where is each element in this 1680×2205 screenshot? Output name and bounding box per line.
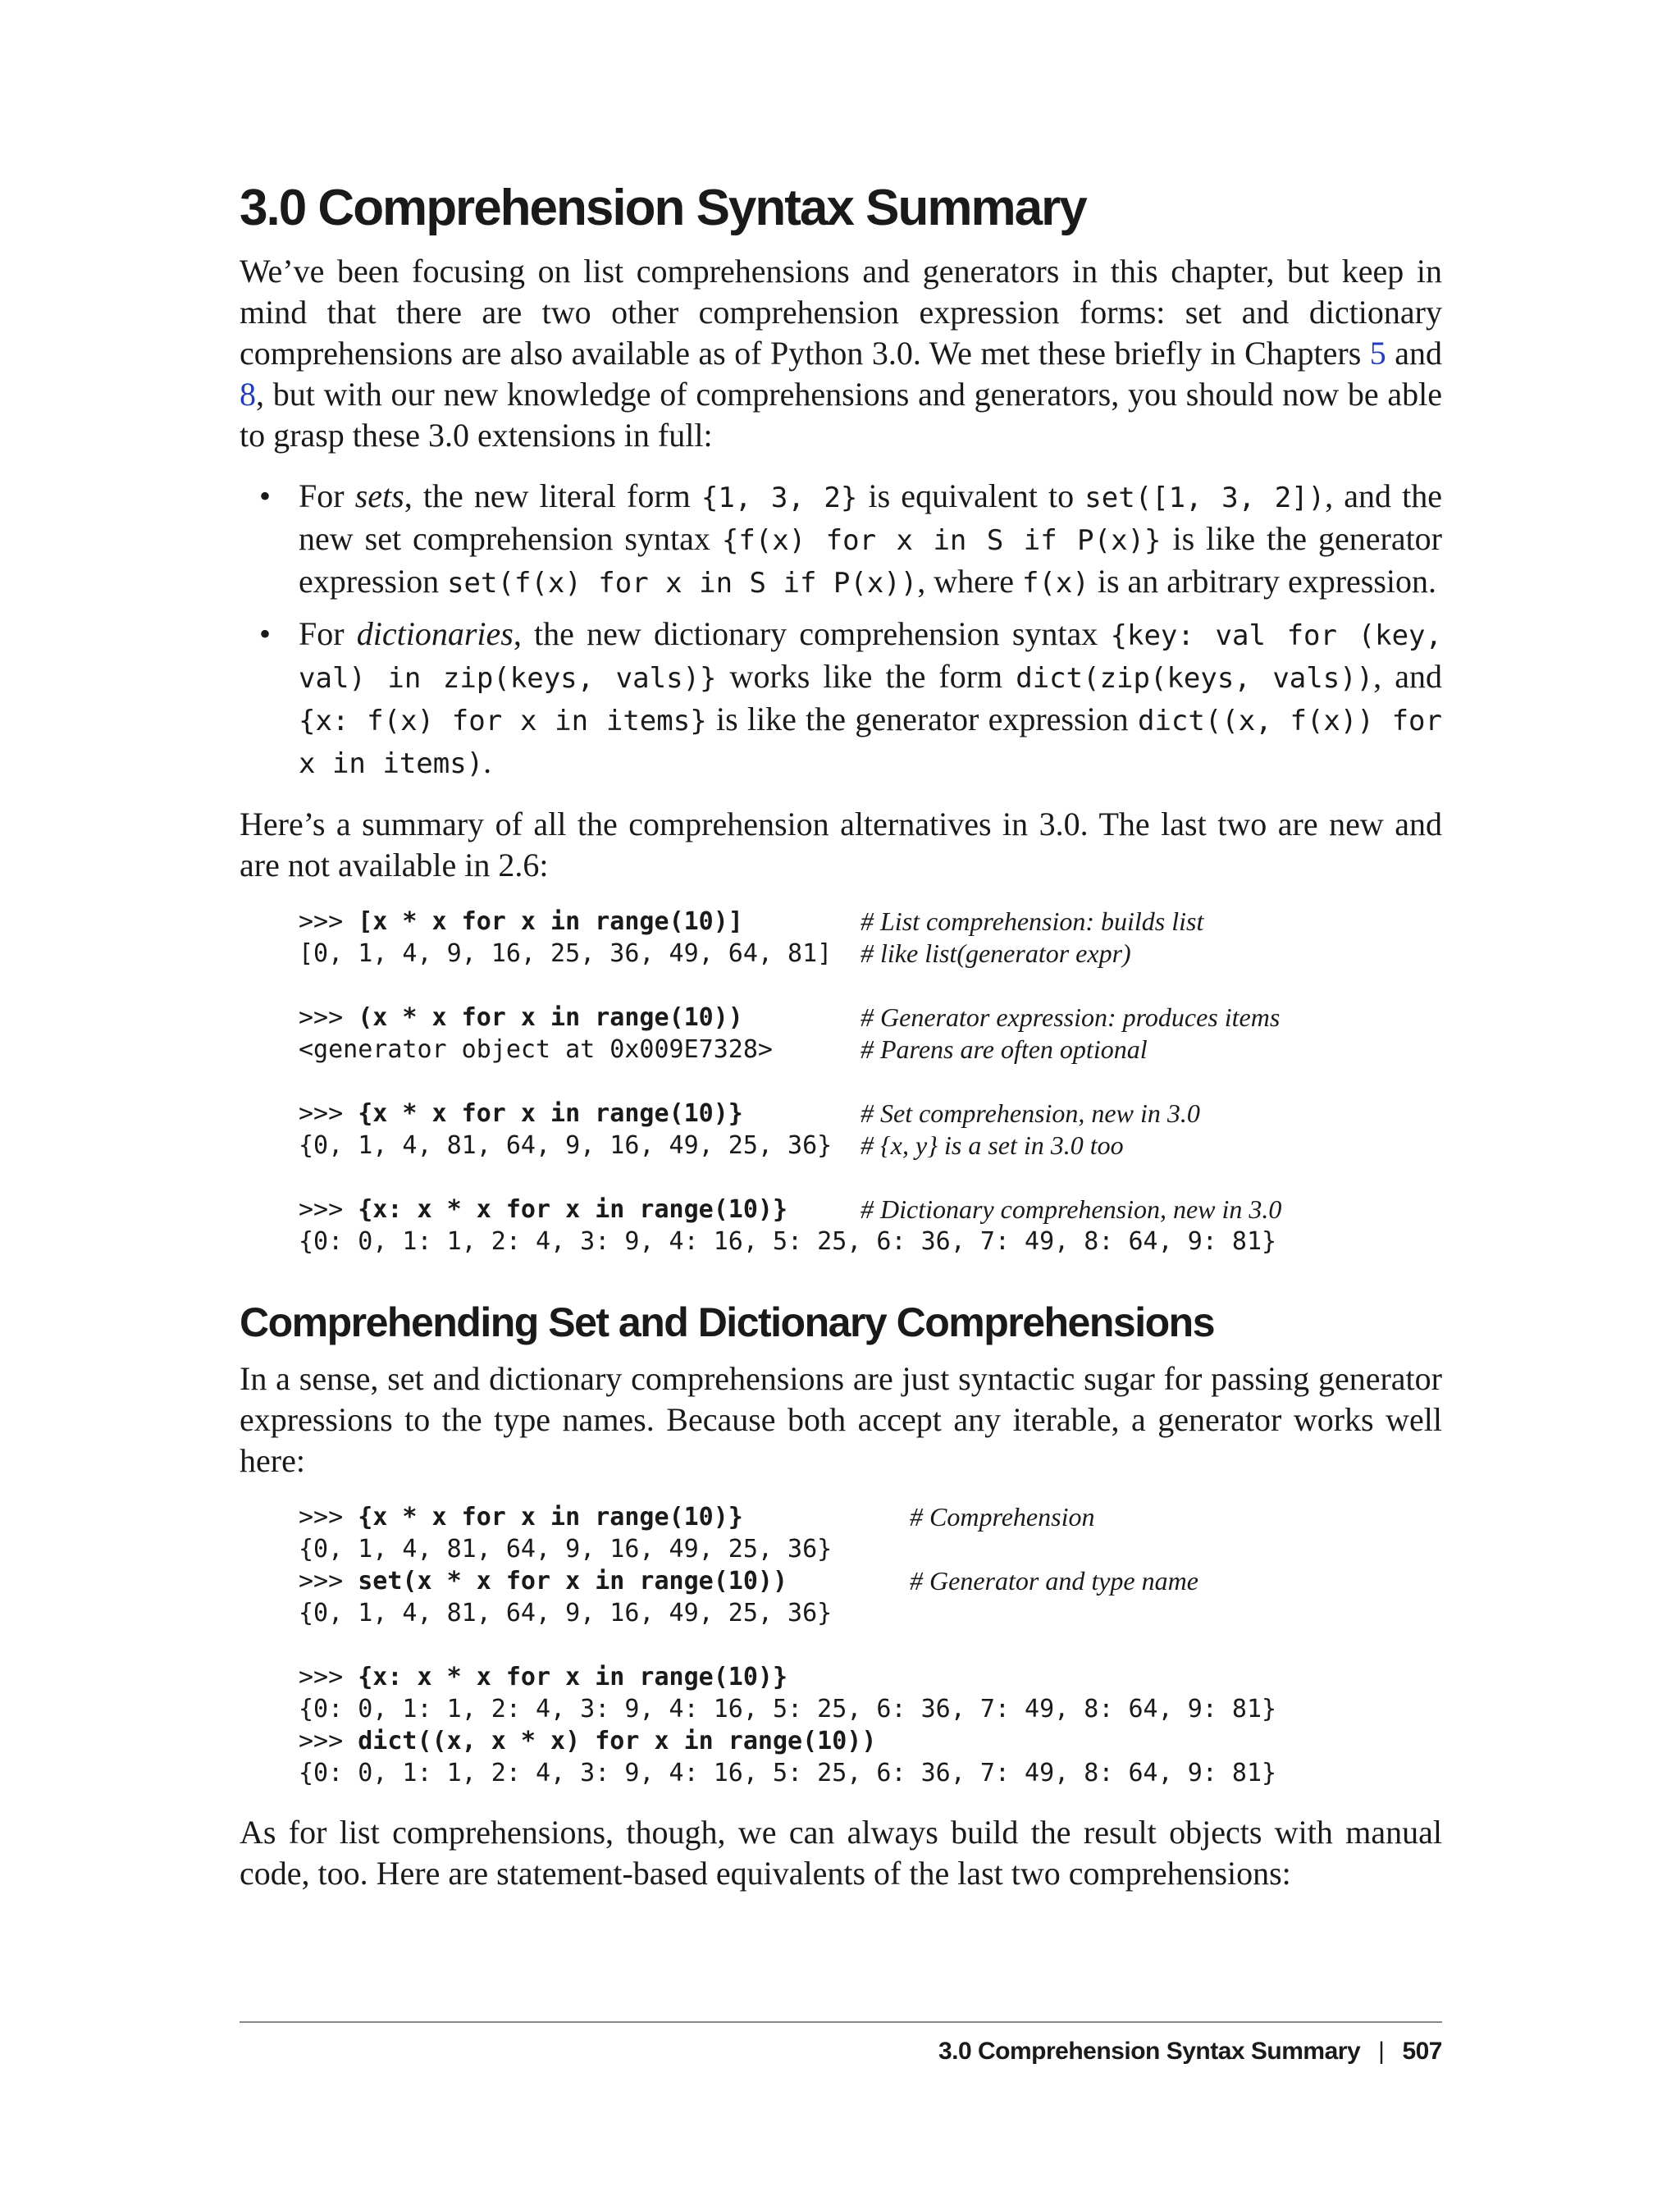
code-output: {0: 0, 1: 1, 2: 4, 3: 9, 4: 16, 5: 25, 6: 36, 7: 49, 8: 64, 9: 81} <box>299 1227 1277 1257</box>
footer-separator: | <box>1378 2038 1385 2065</box>
code-text <box>299 1002 861 1034</box>
code-input: {x: x * x for x in range(10)} <box>358 1663 788 1692</box>
bullet-text: , where <box>917 563 1022 600</box>
inline-code: dict(zip(keys, vals)) <box>1016 662 1374 696</box>
code-input: dict((x, x * x) for x in range(10)) <box>358 1727 877 1756</box>
code-output: {0: 0, 1: 1, 2: 4, 3: 9, 4: 16, 5: 25, 6: 36, 7: 49, 8: 64, 9: 81} <box>299 1695 1277 1724</box>
prompt: >>> <box>299 1727 358 1756</box>
code-line <box>299 1693 1442 1725</box>
code-input: set(x * x for x in range(10)) <box>358 1567 788 1596</box>
inline-code: set(f(x) for x in S if P(x)) <box>447 567 918 600</box>
footer-title: 3.0 Comprehension Syntax Summary <box>938 2038 1361 2065</box>
code-blank-line <box>299 1066 1442 1098</box>
code-comment: # like list(generator expr) <box>861 938 1131 969</box>
code-line <box>299 1533 1442 1565</box>
code-output: {0: 0, 1: 1, 2: 4, 3: 9, 4: 16, 5: 25, 6: 36, 7: 49, 8: 64, 9: 81} <box>299 1759 1277 1788</box>
inline-code: {key: val for (key, val) in zip(keys, vals)} <box>299 619 1442 696</box>
code-line <box>299 1002 1442 1034</box>
code-line <box>299 1098 1442 1130</box>
bullet-dictionaries <box>240 614 1442 784</box>
emphasis-dictionaries: dictionaries <box>356 615 514 653</box>
code-comment: # Generator expression: produces items <box>861 1002 1281 1033</box>
code-text <box>299 1565 910 1597</box>
page-title: 3.0 Comprehension Syntax Summary <box>240 180 1086 236</box>
inline-code: f(x) <box>1021 567 1089 600</box>
code-comment: # Generator and type name <box>910 1566 1198 1596</box>
code-comment: # Parens are often optional <box>861 1034 1148 1065</box>
bullet-dot: • <box>259 615 272 653</box>
code-block-generators <box>299 1501 1442 1789</box>
inline-code: {1, 3, 2} <box>701 482 858 515</box>
code-comment: # {x, y} is a set in 3.0 too <box>861 1130 1124 1161</box>
emphasis-sets: sets <box>354 477 404 515</box>
bullet-text: . <box>483 743 492 781</box>
code-input: {x * x for x in range(10)} <box>358 1503 743 1532</box>
code-line <box>299 1565 1442 1597</box>
page-content <box>240 180 1442 1914</box>
code-line <box>299 1725 1442 1757</box>
code-line <box>299 1661 1442 1693</box>
code-text <box>299 1501 910 1533</box>
code-blank-line <box>299 1162 1442 1194</box>
bullet-text: For <box>299 477 355 515</box>
code-input: {x * x for x in range(10)} <box>358 1099 743 1129</box>
code-text <box>299 1194 861 1226</box>
page-number: 507 <box>1402 2038 1442 2065</box>
bullet-text: is an arbitrary expression. <box>1089 563 1437 600</box>
prompt: >>> <box>299 1503 358 1532</box>
prompt: >>> <box>299 1567 358 1596</box>
intro-paragraph <box>240 251 1442 456</box>
code-input: [x * x for x in range(10)] <box>358 907 743 937</box>
bullet-text: , the new literal form <box>404 477 701 515</box>
code-input: {x: x * x for x in range(10)} <box>358 1195 788 1225</box>
code-text <box>299 906 861 938</box>
intro-text-3: , but with our new knowledge of comprehensions and generators, you should now be able to grasp these 3.0 extensions in full: <box>240 376 1442 454</box>
closing-paragraph: As for list comprehensions, though, we can always build the result objects with manual code, too. Here are statement-based equivalents of the last two comprehensions: <box>240 1814 1442 1892</box>
bullet-dot: • <box>259 477 272 515</box>
inline-code: {x: f(x) for x in items} <box>299 705 707 738</box>
chapter-5-link[interactable]: 5 <box>1369 335 1386 372</box>
prompt: >>> <box>299 1003 358 1033</box>
code-line <box>299 1226 1442 1258</box>
code-line <box>299 1130 1442 1162</box>
bullet-text: , and <box>1373 658 1442 696</box>
bullet-text: For <box>299 615 357 653</box>
bullet-text: is equivalent to <box>857 477 1085 515</box>
code-comment: # Comprehension <box>910 1502 1095 1532</box>
bullet-sets <box>240 476 1442 604</box>
intro-text-1: We’ve been focusing on list comprehensions and generators in this chapter, but keep in mind that there are two other comprehension expression forms: set and dictionary comprehensions are also available as of Python 3.0. We met these briefly in Chapters <box>240 253 1442 372</box>
code-line <box>299 1757 1442 1789</box>
code-line <box>299 906 1442 938</box>
intro-text-2: and <box>1386 335 1442 372</box>
inline-code: set([1, 3, 2]) <box>1084 482 1326 515</box>
code-line <box>299 1501 1442 1533</box>
prompt: >>> <box>299 1663 358 1692</box>
section-heading: Comprehending Set and Dictionary Comprehensions <box>240 1299 1214 1346</box>
code-line <box>299 1597 1442 1629</box>
code-output: [0, 1, 4, 9, 16, 25, 36, 49, 64, 81] <box>299 939 833 969</box>
bullet-text: , and the new set comprehension syntax <box>299 477 1442 558</box>
code-output: {0, 1, 4, 81, 64, 9, 16, 49, 25, 36} <box>299 1131 833 1161</box>
code-blank-line <box>299 1629 1442 1661</box>
prompt: >>> <box>299 907 358 937</box>
prompt: >>> <box>299 1099 358 1129</box>
bullet-text: is like the generator expression <box>706 701 1138 738</box>
code-comment: # Set comprehension, new in 3.0 <box>861 1098 1200 1129</box>
bullet-text: is like the generator expression <box>299 520 1443 600</box>
code-input: (x * x for x in range(10)) <box>358 1003 743 1033</box>
code-block-summary <box>299 906 1442 1258</box>
sense-paragraph: In a sense, set and dictionary comprehensions are just syntactic sugar for passing generator expressions to the type names. Because both accept any iterable, a generator works well here: <box>240 1360 1442 1480</box>
code-output: <generator object at 0x009E7328> <box>299 1035 773 1065</box>
inline-code: dict((x, f(x)) for x in items) <box>299 705 1442 781</box>
bullet-text: works like the form <box>716 658 1016 696</box>
code-blank-line <box>299 970 1442 1002</box>
code-output: {0, 1, 4, 81, 64, 9, 16, 49, 25, 36} <box>299 1535 833 1564</box>
summary-paragraph: Here’s a summary of all the comprehension alternatives in 3.0. The last two are new and are not available in 2.6: <box>240 806 1442 884</box>
code-comment: # Dictionary comprehension, new in 3.0 <box>861 1194 1282 1225</box>
page-footer <box>240 2021 1442 2066</box>
code-line <box>299 1034 1442 1066</box>
inline-code: {f(x) for x in S if P(x)} <box>721 524 1162 558</box>
code-line <box>299 938 1442 970</box>
code-comment: # List comprehension: builds list <box>861 906 1204 937</box>
prompt: >>> <box>299 1195 358 1225</box>
code-text <box>299 1098 861 1130</box>
code-line <box>299 1194 1442 1226</box>
code-output: {0, 1, 4, 81, 64, 9, 16, 49, 25, 36} <box>299 1599 833 1628</box>
bullet-text: , the new dictionary comprehension syntax <box>513 615 1111 653</box>
bullet-list <box>240 476 1442 784</box>
chapter-8-link[interactable]: 8 <box>240 376 256 413</box>
